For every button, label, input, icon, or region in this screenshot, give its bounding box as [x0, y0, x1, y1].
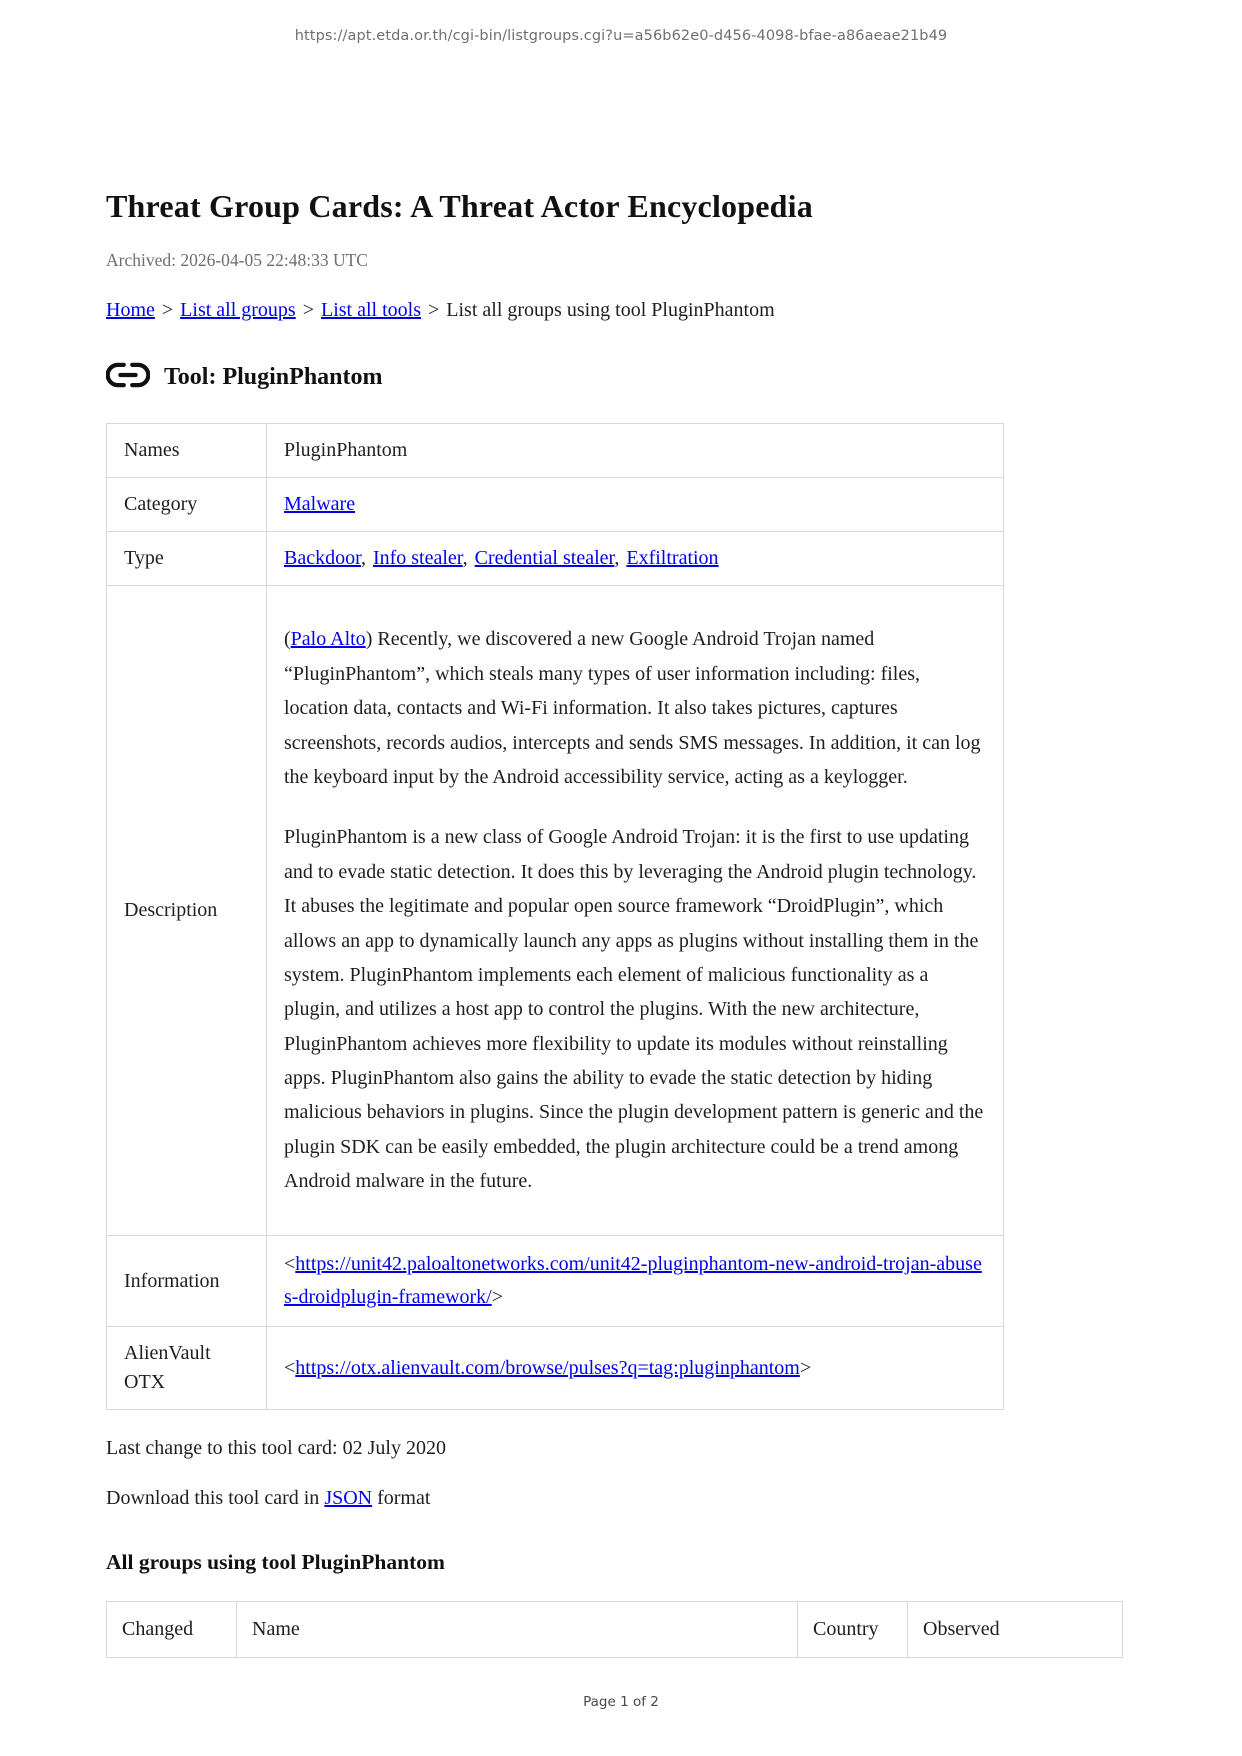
page-number-footer: Page 1 of 2 [583, 1694, 659, 1710]
groups-header-observed: Observed [908, 1602, 1123, 1658]
category-label: Category [107, 478, 267, 532]
names-label: Names [107, 424, 267, 478]
alienvault-otx-label: AlienVault OTX [107, 1327, 267, 1410]
groups-section-heading: All groups using tool PluginPhantom [106, 1550, 445, 1574]
category-row [107, 478, 1004, 532]
information-label: Information [107, 1236, 267, 1327]
alienvault-otx-row [107, 1327, 1004, 1410]
type-link-credential-stealer[interactable]: Credential stealer [474, 547, 615, 569]
type-value [267, 532, 1004, 586]
type-row [107, 532, 1004, 586]
description-label: Description [107, 586, 267, 1236]
type-separator: , [360, 547, 366, 569]
information-url-link[interactable]: https://unit42.paloaltonetworks.com/unit42-pluginphantom-new-android-trojan-abuses-droidplugin-framework/ [284, 1253, 982, 1308]
alienvault-otx-url-link[interactable]: https://otx.alienvault.com/browse/pulses?q=tag:pluginphantom [295, 1356, 800, 1379]
type-label: Type [107, 532, 267, 586]
link-icon[interactable] [106, 361, 150, 396]
breadcrumb-link-list-all-tools[interactable]: List all tools [321, 299, 421, 321]
type-link-backdoor[interactable]: Backdoor [284, 547, 361, 569]
description-paragraph-2: PluginPhantom is a new class of Google Android Trojan: it is the first to use updating and to evade static detection. It does this by leveraging the Android plugin technology. It abuses the legitimate and popular open source framework “DroidPlugin”, which allows an app to dynamically launch any apps as plugins without installing them in the system. PluginPhantom implements each element of malicious functionality as a plugin, and utilizes a host app to control the plugins. With the new architecture, PluginPhantom achieves more flexibility to update its modules without reinstalling apps. PluginPhantom also gains the ability to evade the static detection by hiding malicious behaviors in plugins. Since the plugin development pattern is generic and the plugin SDK can be easily embedded, the plugin architecture could be a trend among Android malware in the future. [284, 826, 984, 1193]
paren-open: ( [284, 628, 291, 651]
download-text-suffix: format [372, 1487, 431, 1509]
groups-table [106, 1601, 1123, 1658]
angle-bracket-close: > [491, 1286, 504, 1308]
groups-header-name: Name [237, 1602, 798, 1658]
download-text-prefix: Download this tool card in [106, 1487, 325, 1509]
breadcrumb [106, 299, 1006, 322]
page-title: Threat Group Cards: A Threat Actor Encyclopedia [106, 188, 813, 224]
breadcrumb-separator: > [302, 299, 314, 321]
type-link-exfiltration[interactable]: Exfiltration [626, 547, 719, 569]
description-paragraph-1 [284, 622, 986, 794]
names-row [107, 424, 1004, 478]
archived-timestamp: Archived: 2026-04-05 22:48:33 UTC [106, 250, 368, 270]
groups-header-country: Country [798, 1602, 908, 1658]
information-value [267, 1236, 1004, 1327]
type-separator: , [462, 547, 468, 569]
description-value [267, 586, 1004, 1236]
tool-heading-label: Tool: PluginPhantom [164, 364, 383, 390]
angle-bracket-open: < [284, 1253, 296, 1275]
angle-bracket-open: < [284, 1356, 296, 1379]
download-text [106, 1487, 1006, 1510]
json-download-link[interactable]: JSON [324, 1487, 373, 1509]
tool-heading [106, 364, 1006, 399]
main-content [106, 0, 1006, 1658]
description-paragraph-1-text: ) Recently, we discovered a new Google Android Trojan named “PluginPhantom”, which steals many types of user information including: files, location data, contacts and Wi-Fi information. It also takes pictures, captures screenshots, records audios, intercepts and sends SMS messages. In addition, it can log the keyboard input by the Android accessibility service, acting as a keylogger. [284, 628, 981, 788]
tool-card-table [106, 423, 1004, 1410]
groups-table-header-row [107, 1602, 1123, 1658]
breadcrumb-separator: > [161, 299, 174, 321]
names-value: PluginPhantom [267, 424, 1004, 478]
information-row [107, 1236, 1004, 1327]
category-malware-link[interactable]: Malware [284, 493, 356, 515]
description-row [107, 586, 1004, 1236]
type-link-info-stealer[interactable]: Info stealer [372, 547, 463, 569]
palo-alto-link[interactable]: Palo Alto [290, 628, 366, 651]
breadcrumb-link-home[interactable]: Home [106, 299, 155, 321]
breadcrumb-current: List all groups using tool PluginPhantom [446, 299, 775, 321]
category-value [267, 478, 1004, 532]
groups-header-changed: Changed [107, 1602, 237, 1658]
last-change-text: Last change to this tool card: 02 July 2020 [106, 1437, 446, 1459]
breadcrumb-link-list-all-groups[interactable]: List all groups [180, 299, 296, 321]
type-separator: , [614, 547, 620, 569]
print-url-header: https://apt.etda.or.th/cgi-bin/listgroups.cgi?u=a56b62e0-d456-4098-bfae-a86aeae21b49 [294, 28, 948, 44]
breadcrumb-separator: > [428, 299, 440, 321]
alienvault-otx-value [267, 1327, 1004, 1410]
angle-bracket-close: > [799, 1356, 812, 1379]
